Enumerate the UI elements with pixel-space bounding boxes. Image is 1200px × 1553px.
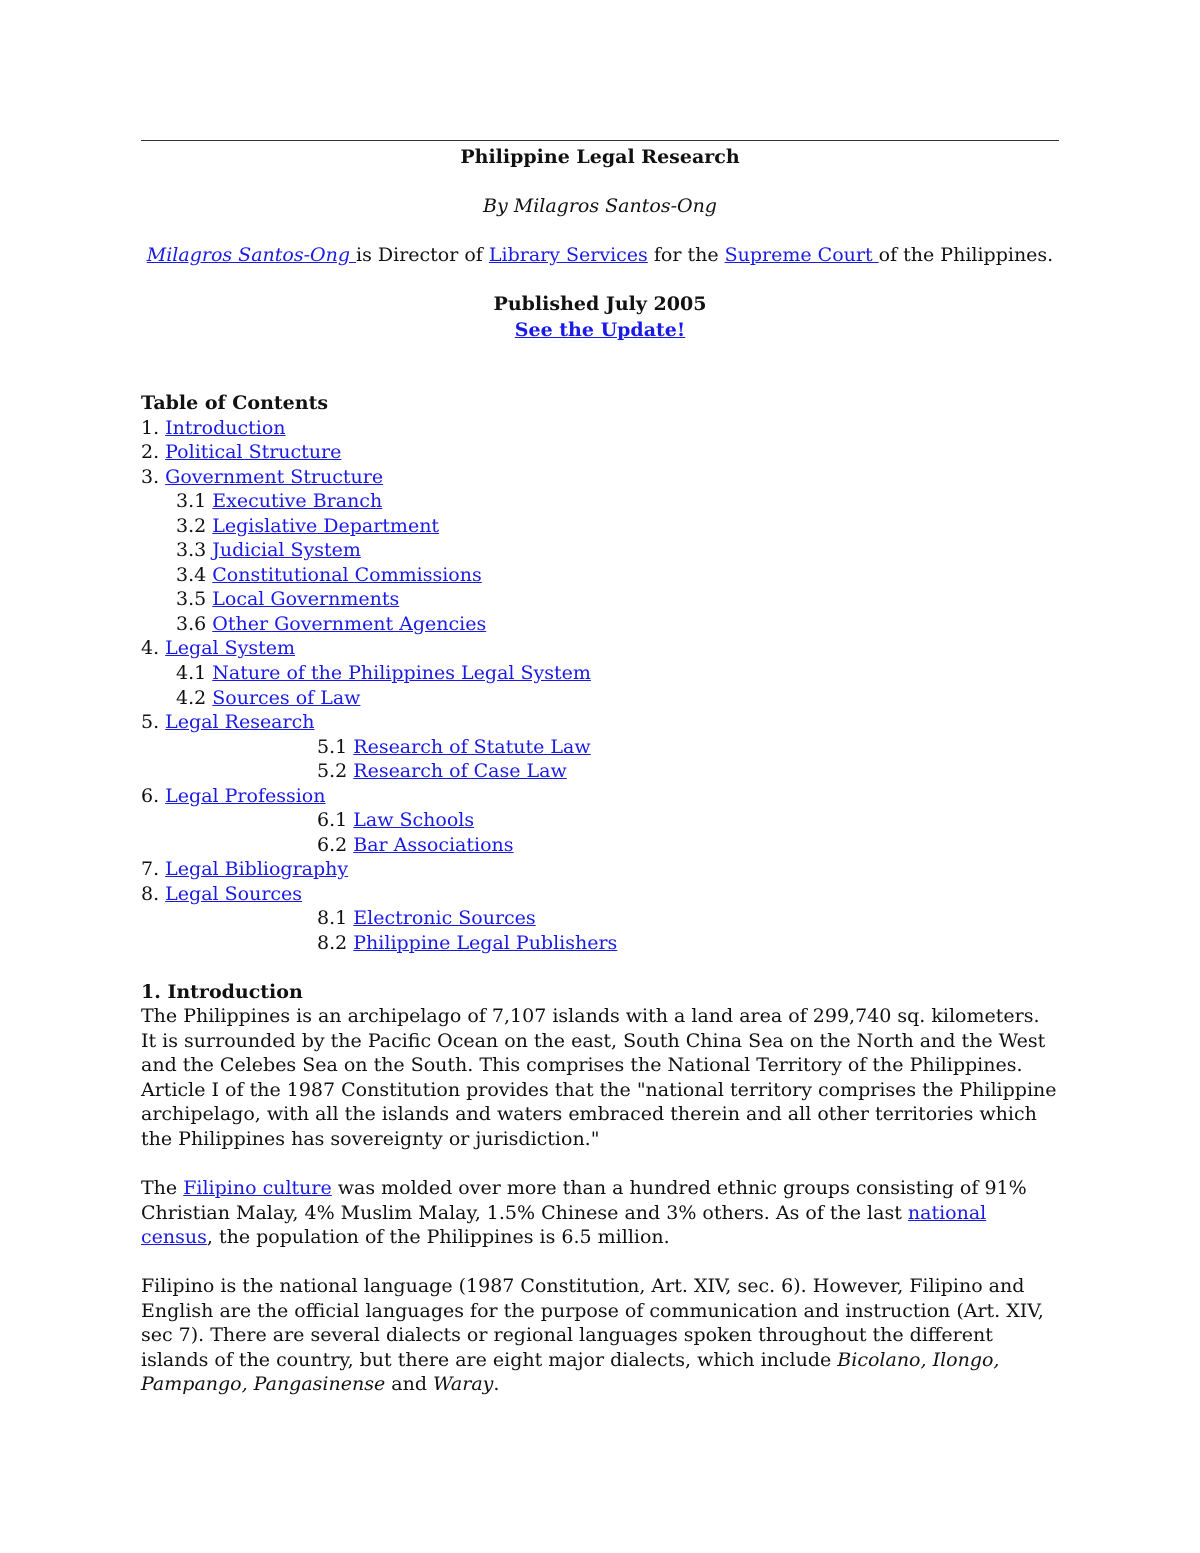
toc-item: 3.1 Executive Branch	[176, 490, 383, 513]
see-update-link[interactable]: See the Update!	[514, 319, 686, 341]
toc-item: 3.2 Legislative Department	[176, 514, 440, 537]
toc-link-legal-research[interactable]: Legal Research	[165, 711, 315, 734]
toc-item: 4.2 Sources of Law	[176, 686, 361, 709]
toc-link-research-of-statute-law[interactable]: Research of Statute Law	[353, 735, 591, 758]
toc-item: 6. Legal Profession	[141, 784, 326, 807]
toc-item: 7. Legal Bibliography	[141, 858, 349, 881]
toc-link-introduction[interactable]: Introduction	[165, 416, 286, 439]
toc-link-judicial-system[interactable]: Judicial System	[212, 539, 361, 562]
published-date: Published July 2005	[493, 293, 707, 315]
filipino-culture-link[interactable]: Filipino culture	[183, 1176, 332, 1199]
toc-item: 5.1 Research of Statute Law	[317, 735, 591, 758]
toc-link-executive-branch[interactable]: Executive Branch	[212, 490, 383, 513]
toc-item: 8. Legal Sources	[141, 882, 303, 905]
toc-link-law-schools[interactable]: Law Schools	[353, 809, 475, 832]
toc-item: 5. Legal Research	[141, 711, 315, 734]
supreme-court-link[interactable]: Supreme Court	[724, 244, 879, 266]
library-services-link[interactable]: Library Services	[488, 244, 648, 266]
toc-link-sources-of-law[interactable]: Sources of Law	[212, 686, 361, 709]
toc-link-constitutional-commissions[interactable]: Constitutional Commissions	[212, 563, 482, 586]
toc-item: 1. Introduction	[141, 416, 286, 439]
toc-link-legal-bibliography[interactable]: Legal Bibliography	[165, 858, 349, 881]
toc-link-legal-profession[interactable]: Legal Profession	[165, 784, 326, 807]
toc-item: 3.4 Constitutional Commissions	[176, 563, 482, 586]
toc-link-government-structure[interactable]: Government Structure	[165, 465, 384, 488]
page-title: Philippine Legal Research	[460, 146, 740, 168]
byline: By Milagros Santos-Ong	[483, 195, 717, 217]
toc-link-bar-associations[interactable]: Bar Associations	[353, 833, 514, 856]
toc-link-legal-system[interactable]: Legal System	[165, 637, 296, 660]
section-heading: 1. Introduction	[141, 980, 303, 1003]
toc-item: 3. Government Structure	[141, 465, 384, 488]
author-link[interactable]: Milagros Santos-Ong	[146, 244, 357, 266]
toc-link-nature-of-legal-system[interactable]: Nature of the Philippines Legal System	[212, 662, 591, 685]
toc-item: 8.1 Electronic Sources	[317, 907, 536, 930]
toc-link-research-of-case-law[interactable]: Research of Case Law	[353, 760, 567, 783]
intro-paragraph-3: Filipino is the national language (1987 Constitution, Art. XIV, sec. 6). However, Filipino and English are the official languages for the purpose of communication and instruction (Art. XIV, sec 7). There are several dialects or regional languages spoken throughout the different islands of the country, but there are eight major dialects, which include Bicolano, Ilongo, Pampango, Pangasinense and Waray.	[141, 1275, 1044, 1396]
toc-item: 4.1 Nature of the Philippines Legal System	[176, 662, 591, 685]
toc-item: 6.2 Bar Associations	[317, 833, 514, 856]
toc-heading: Table of Contents	[141, 392, 329, 414]
toc-item: 3.5 Local Governments	[176, 588, 400, 611]
toc-link-political-structure[interactable]: Political Structure	[165, 441, 342, 464]
introduction-section	[141, 980, 1059, 1397]
author-description: Milagros Santos-Ong is Director of Library Services for the Supreme Court of the Philippines.	[146, 244, 1054, 266]
toc-item: 6.1 Law Schools	[317, 809, 475, 832]
toc-link-legal-sources[interactable]: Legal Sources	[165, 882, 303, 905]
toc-link-philippine-legal-publishers[interactable]: Philippine Legal Publishers	[353, 932, 618, 955]
intro-paragraph-2: The Filipino culture was molded over more than a hundred ethnic groups consisting of 91% Christian Malay, 4% Muslim Malay, 1.5% Chinese and 3% others. As of the last national census, the population of the Philippines is 6.5 million.	[141, 1176, 1027, 1249]
toc-link-local-governments[interactable]: Local Governments	[212, 588, 400, 611]
intro-paragraph-1: The Philippines is an archipelago of 7,107 islands with a land area of 299,740 sq. kilometers. It is surrounded by the Pacific Ocean on the east, South China Sea on the North and the West and the Celebes Sea on the South. This comprises the National Territory of the Philippines. Article I of the 1987 Constitution provides that the "national territory comprises the Philippine archipelago, with all the islands and waters embraced therein and all other territories which the Philippines has sovereignty or jurisdiction."	[141, 1005, 1057, 1150]
national-census-link[interactable]: national census	[141, 1201, 987, 1249]
toc-item: 5.2 Research of Case Law	[317, 760, 567, 783]
toc-link-electronic-sources[interactable]: Electronic Sources	[353, 907, 536, 930]
toc-item: 3.3 Judicial System	[176, 539, 361, 562]
toc-item: 2. Political Structure	[141, 441, 342, 464]
toc-link-legislative-department[interactable]: Legislative Department	[212, 514, 440, 537]
document-page	[141, 140, 1059, 1421]
table-of-contents	[141, 391, 1059, 956]
toc-link-other-government-agencies[interactable]: Other Government Agencies	[212, 612, 487, 635]
horizontal-rule	[141, 140, 1059, 141]
toc-item: 3.6 Other Government Agencies	[176, 612, 487, 635]
toc-item: 8.2 Philippine Legal Publishers	[317, 932, 618, 955]
toc-item: 4. Legal System	[141, 637, 296, 660]
